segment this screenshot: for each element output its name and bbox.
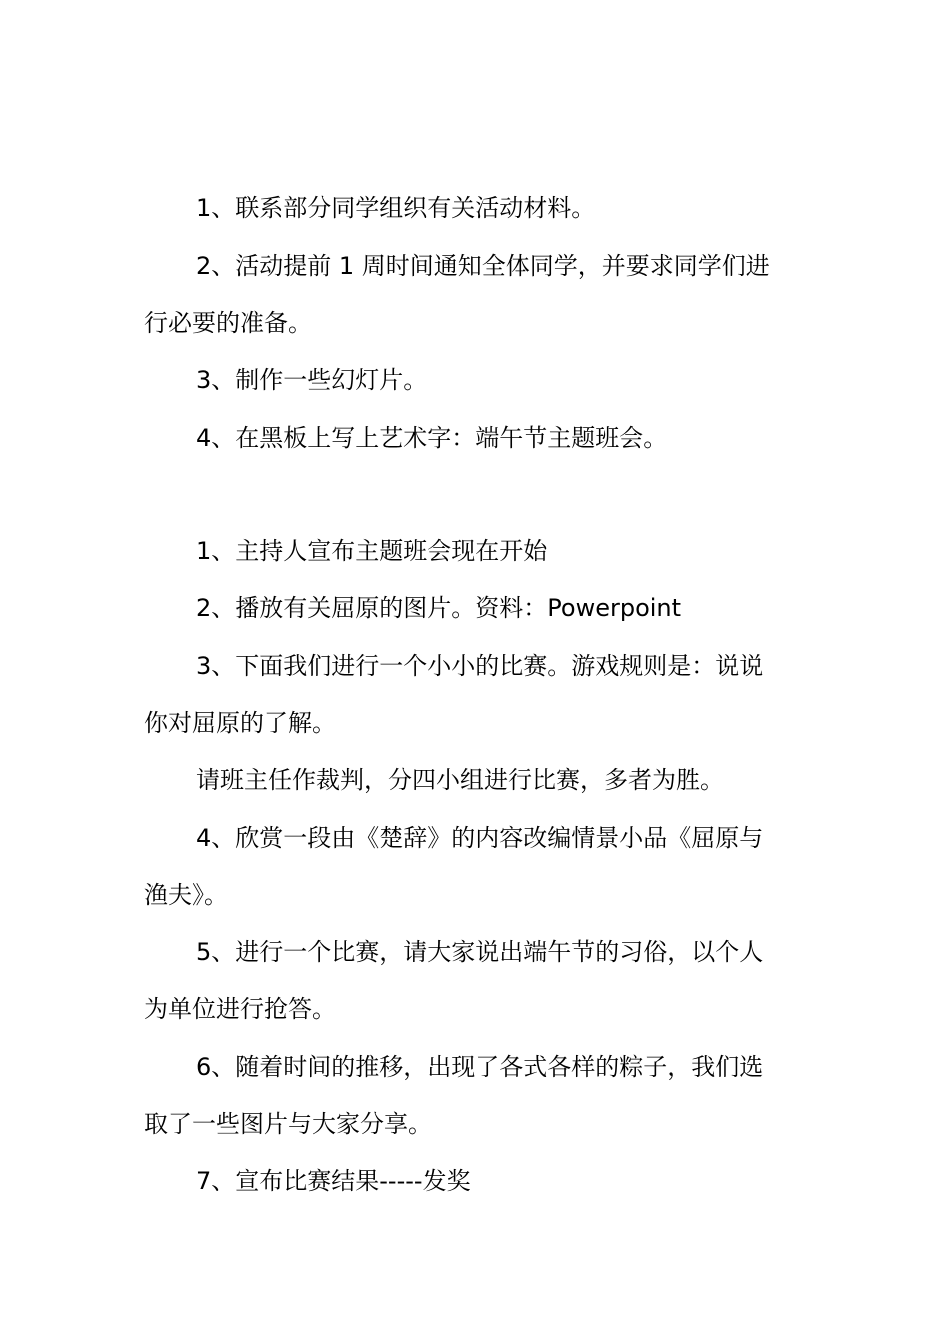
- paragraph-line: 你对屈原的了解。: [144, 709, 336, 737]
- paragraph-line: 为单位进行抢答。: [144, 995, 336, 1023]
- paragraph-line: 6、随着时间的推移，出现了各式各样的粽子，我们选: [196, 1053, 764, 1081]
- paragraph-line: 2、活动提前 1 周时间通知全体同学，并要求同学们进: [196, 252, 770, 280]
- paragraph-line: 取了一些图片与大家分享。: [144, 1110, 432, 1138]
- paragraph-line: 3、下面我们进行一个小小的比赛。游戏规则是：说说: [196, 652, 764, 680]
- paragraph-line: 7、宣布比赛结果-----发奖: [196, 1167, 471, 1195]
- paragraph-line: 2、播放有关屈原的图片。资料：Powerpoint: [196, 594, 682, 622]
- paragraph-line: 3、制作一些幻灯片。: [196, 366, 428, 394]
- paragraph-line: 渔夫》。: [144, 881, 228, 909]
- paragraph-line: 4、在黑板上写上艺术字：端午节主题班会。: [196, 424, 668, 452]
- paragraph-line: 请班主任作裁判，分四小组进行比赛，多者为胜。: [196, 766, 724, 794]
- paragraph-line: 1、联系部分同学组织有关活动材料。: [196, 194, 596, 222]
- paragraph-line: 行必要的准备。: [144, 309, 312, 337]
- paragraph-line: 5、进行一个比赛，请大家说出端午节的习俗，以个人: [196, 938, 764, 966]
- paragraph-line: 4、欣赏一段由《楚辞》的内容改编情景小品《屈原与: [196, 824, 764, 852]
- paragraph-line: 1、主持人宣布主题班会现在开始: [196, 537, 548, 565]
